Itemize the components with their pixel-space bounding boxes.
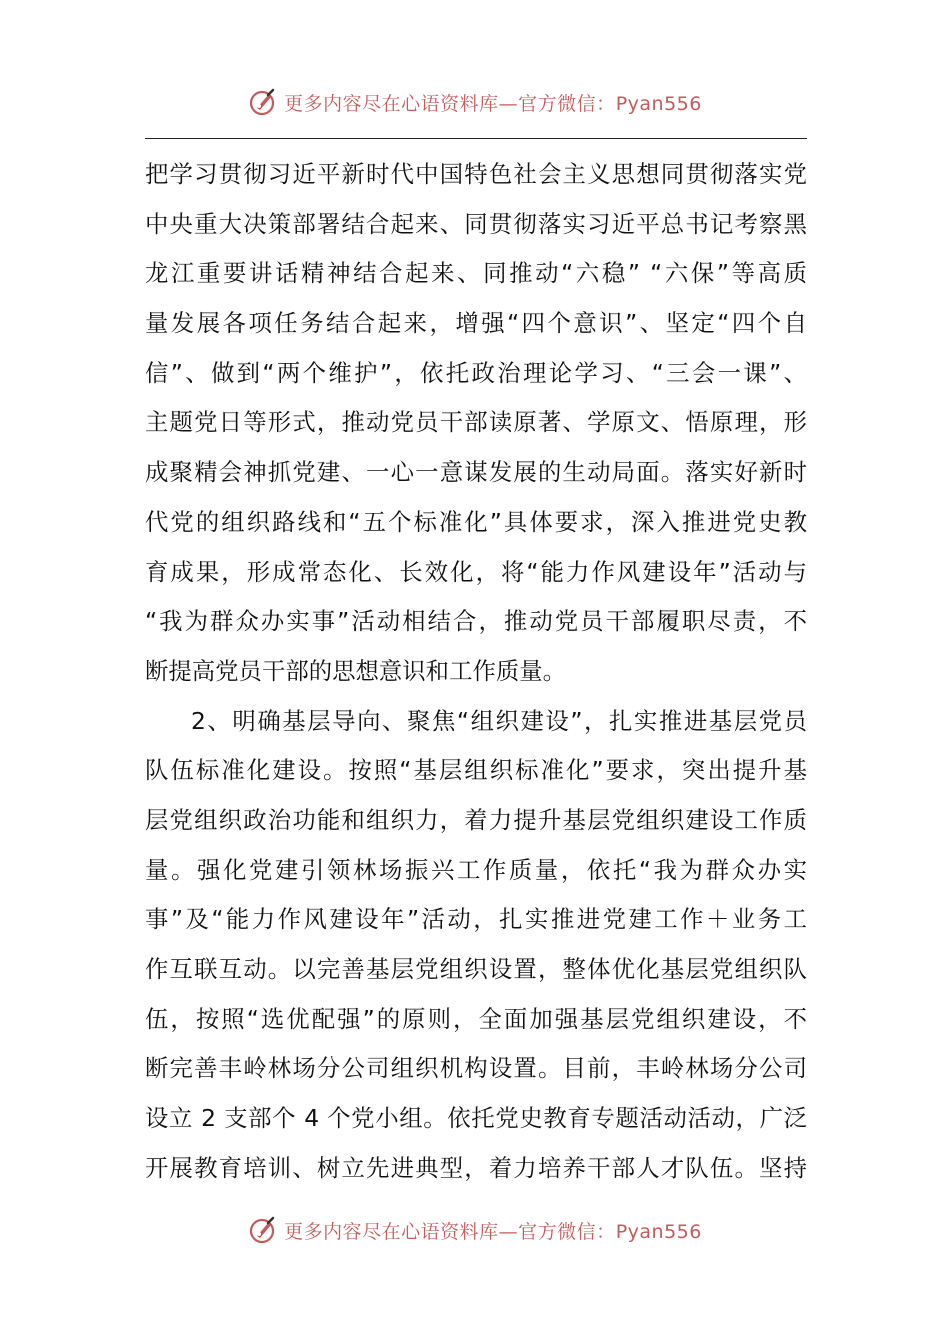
footer-watermark xyxy=(0,1210,950,1250)
text-line: 事”及“能力作风建设年”活动，扎实推进党建工作＋业务工 xyxy=(145,905,807,934)
header-watermark-text: 更多内容尽在心语资料库—官方微信：Pyan556 xyxy=(284,92,702,115)
text-line: 断完善丰岭林场分公司组织机构设置。目前，丰岭林场分公司 xyxy=(145,1054,807,1083)
pen-seal-logo-icon xyxy=(248,87,278,117)
text-line: 设立 2 支部个 4 个党小组。依托党史教育专题活动活动，广泛 xyxy=(145,1104,807,1133)
text-line: 作互联互动。以完善基层党组织设置，整体优化基层党组织队 xyxy=(145,955,807,983)
text-line: 主题党日等形式，推动党员干部读原著、学原文、悟原理，形 xyxy=(145,408,807,437)
text-line: 量发展各项任务结合起来，增强“四个意识”、坚定“四个自 xyxy=(145,309,807,338)
text-line: 队伍标准化建设。按照“基层组织标准化”要求，突出提升基 xyxy=(145,756,807,785)
text-line: 量。强化党建引领林场振兴工作质量，依托“我为群众办实 xyxy=(145,855,807,884)
text-line: 开展教育培训、树立先进典型，着力培养干部人才队伍。坚持 xyxy=(145,1153,807,1182)
text-line: 信”、做到“两个维护”，依托政治理论学习、“三会一课”、 xyxy=(145,358,807,387)
text-line: 龙江重要讲话精神结合起来、同推动“六稳” “六保”等高质 xyxy=(145,259,807,288)
text-line: 育成果，形成常态化、长效化，将“能力作风建设年”活动与 xyxy=(145,557,807,586)
text-line: 把学习贯彻习近平新时代中国特色社会主义思想同贯彻落实党 xyxy=(145,160,807,188)
header-divider xyxy=(145,138,807,139)
footer-wechat-id: Pyan556 xyxy=(615,1220,702,1243)
text-line: 层党组织政治功能和组织力，着力提升基层党组织建设工作质 xyxy=(145,805,807,834)
text-line: “我为群众办实事”活动相结合，推动党员干部履职尽责，不 xyxy=(145,607,807,636)
section-heading-line: 2、明确基层导向、聚焦“组织建设”，扎实推进基层党员 xyxy=(191,706,807,735)
text-line: 代党的组织路线和“五个标准化”具体要求，深入推进党史教 xyxy=(145,507,807,536)
document-body xyxy=(145,150,807,1193)
paragraph-end-line: 断提高党员干部的思想意识和工作质量。 xyxy=(145,656,567,685)
header-wechat-id: Pyan556 xyxy=(615,92,702,115)
text-line: 伍，按照“选优配强”的原则，全面加强基层党组织建设，不 xyxy=(145,1004,807,1033)
footer-watermark-text: 更多内容尽在心语资料库—官方微信：Pyan556 xyxy=(284,1220,702,1243)
text-line: 中央重大决策部署结合起来、同贯彻落实习近平总书记考察黑 xyxy=(145,209,807,238)
pen-seal-logo-icon xyxy=(248,1215,278,1245)
header-watermark xyxy=(0,82,950,122)
text-line: 成聚精会神抓党建、一心一意谋发展的生动局面。落实好新时 xyxy=(145,458,807,487)
